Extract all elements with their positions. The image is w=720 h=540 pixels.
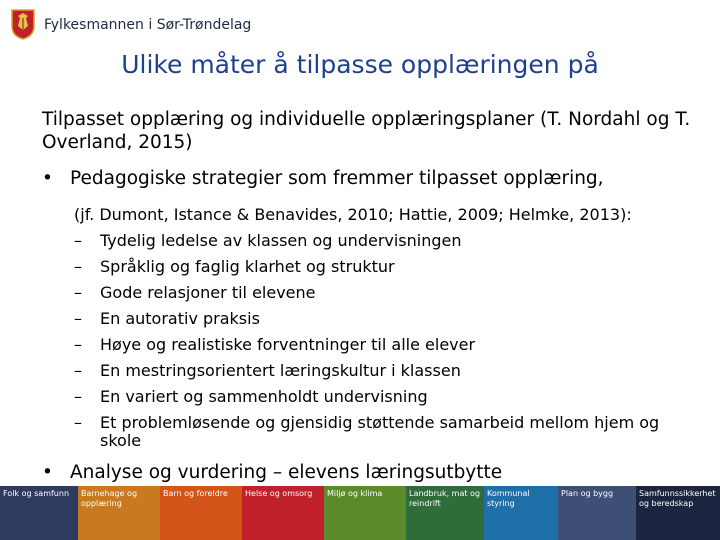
footer-tab-label: Helse og omsorg — [245, 489, 313, 498]
dash-icon: – — [74, 283, 82, 302]
coat-of-arms-icon — [10, 6, 36, 44]
bullet-strategies-text: Pedagogiske strategier som fremmer tilpasset opplæring, — [70, 168, 604, 189]
dash-icon: – — [74, 231, 82, 250]
list-item-text: Gode relasjoner til elevene — [100, 283, 316, 302]
list-item — [74, 306, 694, 332]
footer-tab-label: Samfunnssikkerhet og beredskap — [639, 489, 716, 508]
strategy-list — [74, 202, 694, 450]
organization-name: Fylkesmannen i Sør-Trøndelag — [44, 17, 252, 33]
footer-tab-barnehage-og-opplaering[interactable] — [78, 486, 160, 540]
list-item-text: Et problemløsende og gjensidig støttende samarbeid mellom hjem og skole — [100, 413, 660, 450]
list-item — [74, 384, 694, 410]
dash-icon: – — [74, 361, 82, 380]
dash-icon: – — [74, 309, 82, 328]
bullet-icon: • — [42, 462, 53, 483]
list-item — [74, 332, 694, 358]
footer-tab-barn-og-foreldre[interactable] — [160, 486, 242, 540]
list-item — [74, 280, 694, 306]
list-item-text: En variert og sammenholdt undervisning — [100, 387, 428, 406]
dash-icon: – — [74, 335, 82, 354]
dash-icon: – — [74, 257, 82, 276]
list-item-text: En autorativ praksis — [100, 309, 260, 328]
list-item-text: Tydelig ledelse av klassen og undervisningen — [100, 231, 462, 250]
list-item — [74, 358, 694, 384]
list-item — [74, 410, 694, 450]
footer-tab-landbruk[interactable] — [406, 486, 484, 540]
footer-tab-helse-og-omsorg[interactable] — [242, 486, 324, 540]
footer-tab-label: Landbruk, mat og reindrift — [409, 489, 481, 508]
bullet-icon: • — [42, 168, 53, 189]
footer-nav — [0, 486, 720, 540]
intro-text: Tilpasset opplæring og individuelle opplæringsplaner (T. Nordahl og T. Overland, 2015) — [42, 109, 691, 153]
footer-tab-label: Barn og foreldre — [163, 489, 228, 498]
footer-tab-label: Miljø og klima — [327, 489, 383, 498]
list-item — [74, 228, 694, 254]
list-item-text: En mestringsorientert læringskultur i klassen — [100, 361, 461, 380]
bullet-strategies — [42, 168, 604, 189]
footer-tab-plan-og-bygg[interactable] — [558, 486, 636, 540]
header — [10, 4, 251, 46]
footer-tab-label: Barnehage og opplæring — [81, 489, 138, 508]
footer-tab-samfunnssikkerhet[interactable] — [636, 486, 720, 540]
footer-tab-folk-og-samfunn[interactable] — [0, 486, 78, 540]
footer-tab-kommunal-styring[interactable] — [484, 486, 558, 540]
footer-tab-label: Kommunal styring — [487, 489, 530, 508]
dash-icon: – — [74, 387, 82, 406]
list-item-text: Høye og realistiske forventninger til alle elever — [100, 335, 476, 354]
footer-tab-label: Plan og bygg — [561, 489, 614, 498]
bullet-analysis-text: Analyse og vurdering – elevens læringsutbytte — [70, 462, 503, 483]
sub-heading: (jf. Dumont, Istance & Benavides, 2010; Hattie, 2009; Helmke, 2013): — [74, 205, 632, 224]
list-item-text: Språklig og faglig klarhet og struktur — [100, 257, 395, 276]
list-item — [74, 254, 694, 280]
dash-icon: – — [74, 413, 82, 432]
footer-tab-label: Folk og samfunn — [3, 489, 70, 498]
footer-tab-miljo-og-klima[interactable] — [324, 486, 406, 540]
slide-title: Ulike måter å tilpasse opplæringen på — [121, 50, 599, 79]
bullet-analysis — [42, 462, 502, 483]
